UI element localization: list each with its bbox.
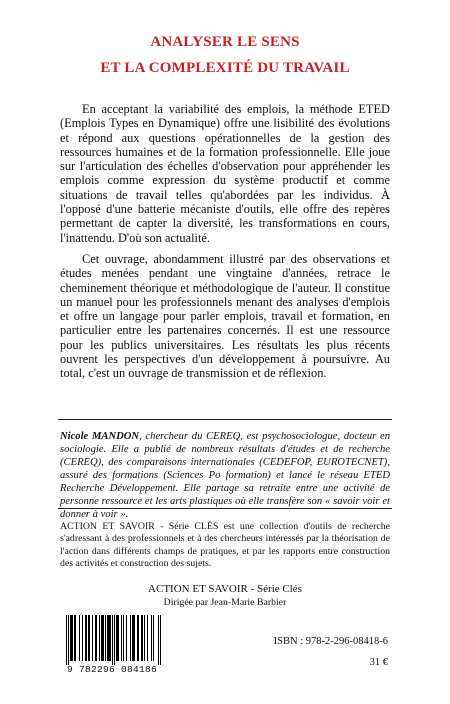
barcode-bar xyxy=(153,615,154,661)
barcode-bar xyxy=(103,615,104,661)
barcode-bar xyxy=(138,615,139,661)
barcode-bar xyxy=(133,615,134,661)
title-line-2: ET LA COMPLEXITÉ DU TRAVAIL xyxy=(100,60,350,76)
barcode-bar xyxy=(86,615,87,661)
barcode-bar xyxy=(89,615,90,661)
barcode-bar xyxy=(75,615,76,661)
barcode-bar xyxy=(92,615,93,661)
barcode-bar xyxy=(130,615,131,661)
barcode-bar xyxy=(79,615,80,661)
barcode-bar xyxy=(68,615,69,665)
summary-paragraph-1 xyxy=(60,102,390,245)
barcode-digits: 9 782296 084186 xyxy=(66,664,157,675)
barcode-bar xyxy=(144,615,145,661)
barcode-bar xyxy=(70,615,71,661)
isbn: ISBN : 978-2-296-08418-6 xyxy=(273,636,388,647)
divider-top xyxy=(58,419,392,420)
barcode-bar xyxy=(96,615,97,661)
barcode-bar xyxy=(114,615,115,665)
barcode-bar xyxy=(71,615,72,661)
barcode-bar xyxy=(142,615,143,661)
title-line-1: ANALYSER LE SENS xyxy=(150,34,300,50)
barcode-bar xyxy=(101,615,102,661)
barcode-bar xyxy=(126,615,127,661)
barcode-bar xyxy=(123,615,124,661)
barcode-bar xyxy=(121,615,122,661)
barcode-bar xyxy=(105,615,106,661)
barcode-bar xyxy=(116,615,117,661)
barcode-bar xyxy=(74,615,75,661)
barcode-bar xyxy=(117,615,118,661)
series-name: ACTION ET SAVOIR - Série Clés xyxy=(148,583,302,595)
barcode-bar xyxy=(141,615,142,661)
barcode-bar xyxy=(107,615,108,661)
barcode-bar xyxy=(151,615,152,661)
barcode-bar xyxy=(66,615,67,665)
barcode-bar xyxy=(88,615,89,661)
barcode-bar xyxy=(110,615,111,661)
price: 31 € xyxy=(369,657,388,668)
barcode-bar xyxy=(72,615,73,661)
barcode-bar xyxy=(137,615,138,661)
barcode-bar xyxy=(132,615,133,661)
barcode-bar xyxy=(158,615,159,665)
author-name: Nicole MANDON xyxy=(60,431,140,442)
barcode-bar xyxy=(147,615,148,661)
barcode-bar xyxy=(134,615,135,661)
summary-paragraph-2-text: Cet ouvrage, abondamment illustré par des observations et études menées pendant une vingtaine d'années, retrace le cheminement théorique et méthodologique de l'auteur. Il constitue un manuel pour les professionnels menant des analyses d'emplois et offre un langage pour parler emplois, travail et formation, en particulier entre les partenaires concernés. Il est une ressource pour les publics universitaires. Les résultats les plus récents ouvrent les perspectives d'un développement à poursuivre. Au total, c'est un ouvrage de transmission et de réflexion. xyxy=(60,252,390,381)
barcode-bar xyxy=(108,615,109,661)
barcode-bar xyxy=(160,615,161,665)
divider-bottom xyxy=(58,508,392,509)
barcode-bar xyxy=(118,615,119,661)
summary-paragraph-1-text: En acceptant la variabilité des emplois, la méthode ETED (Emplois Types en Dynamique) offre une lisibilité des évolutions et répond aux questions opérationnelles de la gestion des ressources humaines et de la formation professionnelle. Elle joue sur l'articulation des échelles d'observation pour appréhender les emplois comme expression du système productif et comme situations de travail telles qu'abordées par les individus. À l'opposé d'une batterie mécaniste d'outils, elle offre des repères permettant de capter la diversité, les transformations en cours, l'inattendu. D'où son actualité. xyxy=(60,102,390,245)
author-bio-text: , chercheur du CEREQ, est psychosociologue, docteur en sociologie. Elle a publié de nombreux résultats d'études et de recherche (CEREQ), des comparaisons internationales (CEDEFOP, EUROTECNET), assuré des formations (Sciences Po formation) et lancé le réseau ETED Recherche Développement. Elle partage sa retraite entre une activité de personne ressource et les arts plastiques où elle transfère son « savoir voir et donner à voir ». xyxy=(60,431,390,520)
barcode-bar xyxy=(99,615,100,661)
barcode-bar xyxy=(102,615,103,661)
barcode-bar xyxy=(109,615,110,661)
barcode-bar xyxy=(85,615,86,661)
series-director: Dirigée par Jean-Marie Barbier xyxy=(163,597,287,608)
barcode-bars xyxy=(58,615,166,665)
summary-paragraph-2 xyxy=(60,252,390,381)
barcode-bar xyxy=(82,615,83,661)
barcode-bar xyxy=(112,615,113,665)
barcode xyxy=(58,615,166,677)
barcode-bar xyxy=(95,615,96,661)
series-description: ACTION ET SAVOIR - Série CLÉS est une collection d'outils de recherche s'adressant à des professionnels et à des chercheurs intéressés par la théorisation de l'action dans différents champs de pratiques, et par les rapports entre construction des activités et construction des sujets. xyxy=(60,521,390,569)
